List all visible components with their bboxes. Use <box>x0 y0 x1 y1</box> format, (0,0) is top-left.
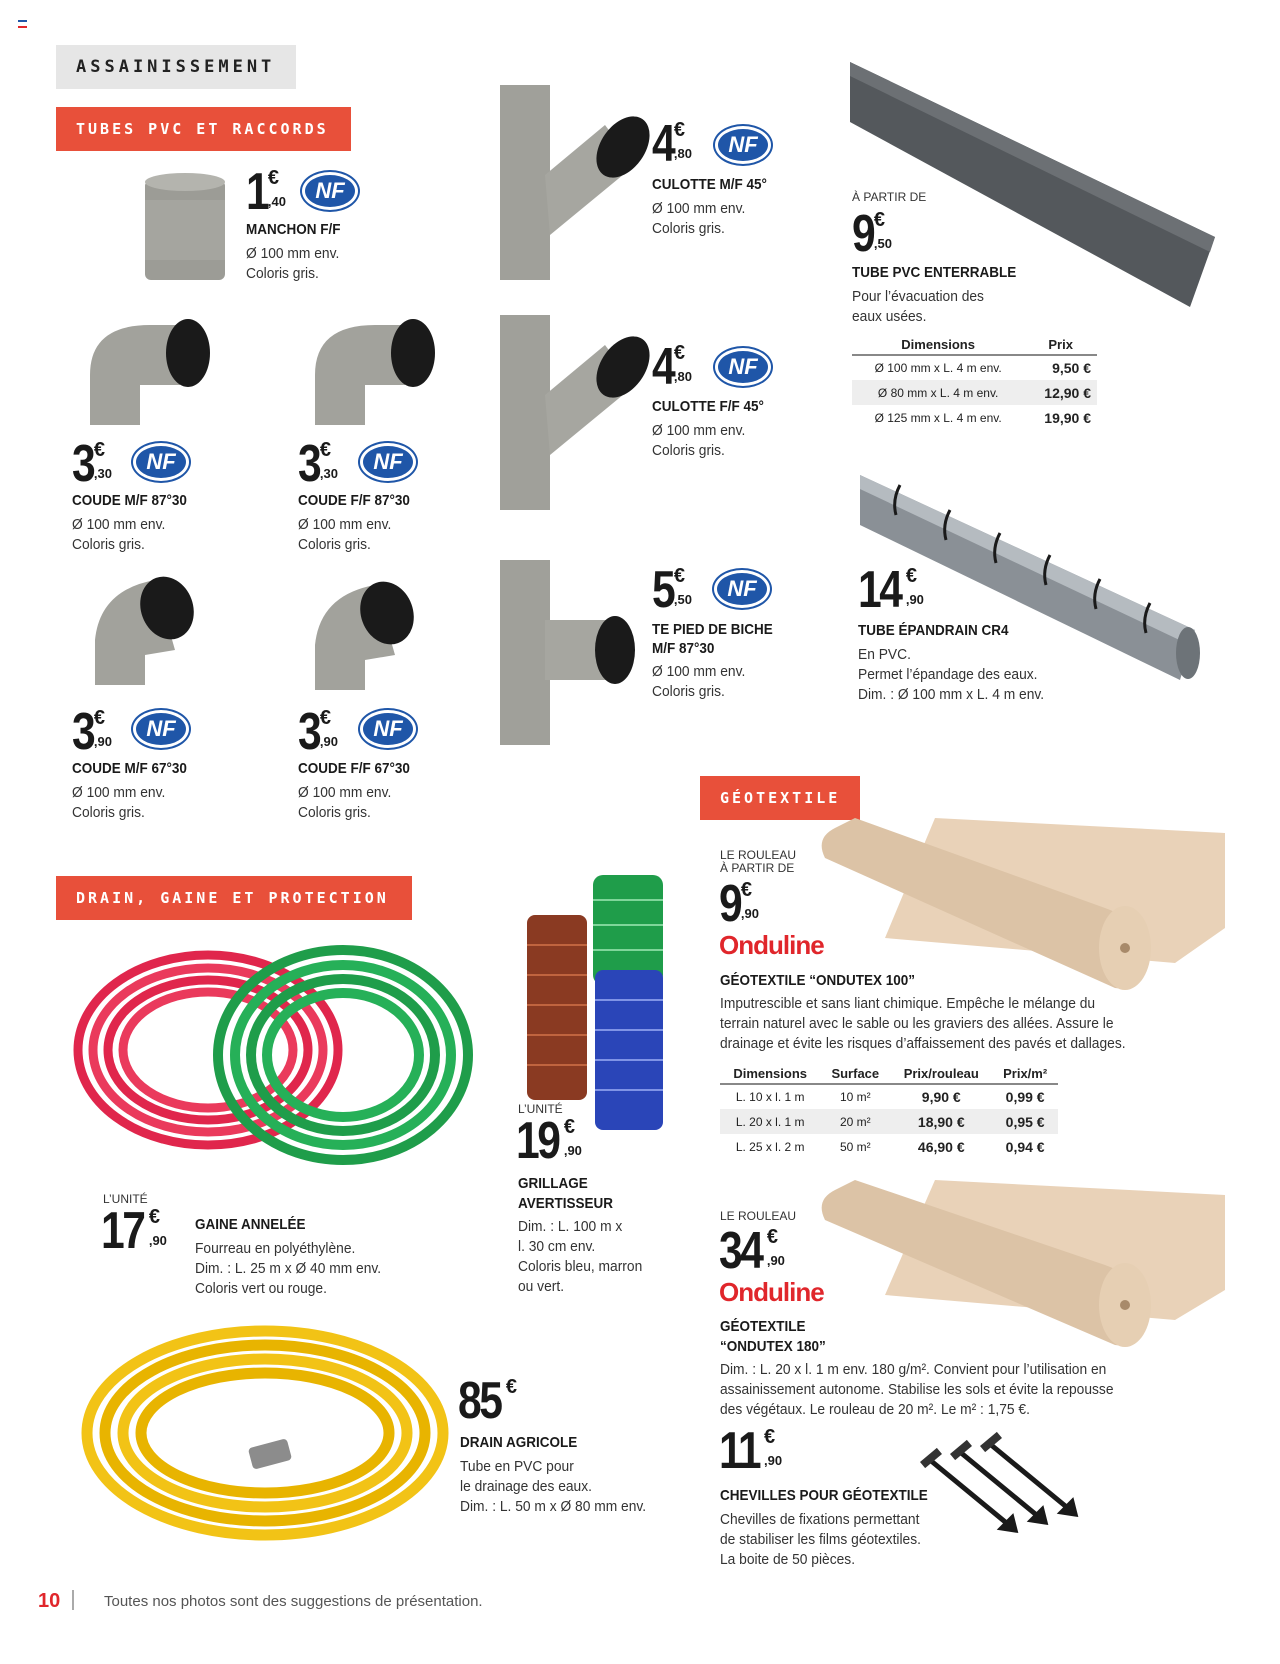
epandrain-desc-3: Dim. : Ø 100 mm x L. 4 m env. <box>858 686 1045 703</box>
table-row: Ø 100 mm x L. 4 m env. 9,50 € <box>874 360 1091 376</box>
gaine-desc-3: Coloris vert ou rouge. <box>195 1280 327 1297</box>
section-title: ASSAINISSEMENT <box>56 45 296 89</box>
grillage-name: GRILLAGE <box>518 1175 588 1192</box>
coude-mf-67-image <box>85 560 205 690</box>
grillage-desc-4: ou vert. <box>518 1278 565 1295</box>
manchon-price: 1 € ,40 <box>246 163 286 221</box>
tube-pvc-price-table <box>852 335 1097 430</box>
culotte-ff-price: 4 € ,80 <box>652 338 692 396</box>
onduline-logo: Onduline <box>719 1277 824 1307</box>
grillage-desc-2: l. 30 cm env. <box>518 1238 596 1255</box>
ondutex180-desc-3: des végétaux. Le rouleau de 20 m². Le m² : 1,75 €. <box>720 1401 1030 1418</box>
te-pied-color: Coloris gris. <box>652 683 725 700</box>
ondutex100-price-table <box>720 1064 1058 1159</box>
gaine-unit: L’UNITÉ <box>103 1192 148 1206</box>
coude-ff-87-name: COUDE F/F 87°30 <box>298 492 410 509</box>
tube-pvc-from: À PARTIR DE <box>852 190 927 204</box>
table-row: Ø 125 mm x L. 4 m env. 19,90 € <box>874 409 1091 426</box>
ondutex100-desc-2: terrain naturel avec le sable ou les graviers des allées. Assure le <box>720 1015 1114 1032</box>
drain-agricole-desc-3: Dim. : L. 50 m x Ø 80 mm env. <box>460 1498 647 1515</box>
chevilles-name: CHEVILLES POUR GÉOTEXTILE <box>720 1487 928 1504</box>
drain-agricole-desc: Tube en PVC pour <box>460 1458 574 1475</box>
coude-mf-87-desc: Ø 100 mm env. <box>72 516 166 533</box>
culotte-ff-name: CULOTTE F/F 45° <box>652 398 764 415</box>
te-pied-desc: Ø 100 mm env. <box>652 663 746 680</box>
manchon-image <box>140 170 230 285</box>
drain-agricole-image <box>80 1318 460 1548</box>
chevilles-desc: Chevilles de fixations permettant <box>720 1511 920 1528</box>
coude-ff-87-desc: Ø 100 mm env. <box>298 516 392 533</box>
culotte-ff-desc: Ø 100 mm env. <box>652 422 746 439</box>
epandrain-name: TUBE ÉPANDRAIN CR4 <box>858 622 1009 639</box>
table-header: Surface <box>820 1064 890 1084</box>
ondutex100-from-2: À PARTIR DE <box>720 861 795 875</box>
ondutex100-desc: Imputrescible et sans liant chimique. Empêche le mélange du <box>720 995 1096 1012</box>
flag-icon <box>18 20 27 27</box>
culotte-mf-image <box>495 85 645 285</box>
table-header: Prix/rouleau <box>890 1064 992 1084</box>
table-row: Ø 80 mm x L. 4 m env. 12,90 € <box>852 380 1097 405</box>
coude-ff-67-price: 3 € ,90 <box>298 703 338 761</box>
onduline-logo: Onduline <box>719 930 824 960</box>
culotte-mf-desc: Ø 100 mm env. <box>652 200 746 217</box>
grillage-desc-3: Coloris bleu, marron <box>518 1258 643 1275</box>
drain-agricole-price: 85 € <box>458 1372 517 1430</box>
grillage-desc: Dim. : L. 100 m x <box>518 1218 623 1235</box>
coude-mf-87-image <box>80 305 220 430</box>
footer-note: Toutes nos photos sont des suggestions de présentation. <box>104 1593 483 1610</box>
te-pied-image <box>495 560 645 750</box>
ondutex180-image <box>815 1180 1235 1350</box>
manchon-desc: Ø 100 mm env. <box>246 245 340 262</box>
grillage-name-2: AVERTISSEUR <box>518 1195 614 1212</box>
coude-ff-67-desc: Ø 100 mm env. <box>298 784 392 801</box>
ondutex100-from: LE ROULEAU <box>720 848 797 862</box>
epandrain-desc: En PVC. <box>858 646 911 663</box>
chevilles-price: 11 € ,90 <box>719 1422 783 1480</box>
tube-pvc-price: 9 € ,50 <box>852 205 892 263</box>
coude-ff-87-price: 3 € ,30 <box>298 435 338 493</box>
coude-ff-67-image <box>305 565 425 695</box>
culotte-mf-color: Coloris gris. <box>652 220 725 237</box>
gaine-desc: Fourreau en polyéthylène. <box>195 1240 356 1257</box>
gaine-name: GAINE ANNELÉE <box>195 1216 306 1233</box>
table-header: Prix <box>1024 335 1097 355</box>
gaine-desc-2: Dim. : L. 25 m x Ø 40 mm env. <box>195 1260 382 1277</box>
table-header: Dimensions <box>720 1064 820 1084</box>
culotte-mf-name: CULOTTE M/F 45° <box>652 176 767 193</box>
ondutex180-price: 34 € ,90 <box>719 1222 785 1280</box>
chevilles-desc-2: de stabiliser les films géotextiles. <box>720 1531 921 1548</box>
nf-badge: NF <box>360 710 416 748</box>
coude-mf-87-name: COUDE M/F 87°30 <box>72 492 187 509</box>
footer-divider <box>72 1590 74 1610</box>
coude-ff-87-color: Coloris gris. <box>298 536 371 553</box>
nf-badge: NF <box>715 126 771 164</box>
table-row: L. 10 x l. 1 m 10 m² 9,90 € 0,99 € <box>735 1089 1045 1105</box>
nf-badge: NF <box>714 570 770 608</box>
nf-badge: NF <box>715 348 771 386</box>
table-header: Prix/m² <box>992 1064 1058 1084</box>
chevilles-image <box>920 1440 1080 1550</box>
ondutex180-name: GÉOTEXTILE <box>720 1318 806 1335</box>
ondutex180-name-2: “ONDUTEX 180” <box>720 1338 826 1355</box>
drain-agricole-name: DRAIN AGRICOLE <box>460 1434 578 1451</box>
coude-ff-67-color: Coloris gris. <box>298 804 371 821</box>
epandrain-desc-2: Permet l’épandage des eaux. <box>858 666 1038 683</box>
culotte-mf-price: 4 € ,80 <box>652 115 692 173</box>
coude-mf-87-color: Coloris gris. <box>72 536 145 553</box>
gaine-image <box>58 930 478 1190</box>
ondutex180-from: LE ROULEAU <box>720 1209 797 1223</box>
coude-mf-67-name: COUDE M/F 67°30 <box>72 760 187 777</box>
nf-badge: NF <box>302 172 358 210</box>
table-row: L. 20 x l. 1 m 20 m² 18,90 € 0,95 € <box>720 1109 1058 1134</box>
nf-badge: NF <box>133 443 189 481</box>
grillage-unit: L’UNITÉ <box>518 1102 563 1116</box>
tube-pvc-name: TUBE PVC ENTERRABLE <box>852 264 1017 281</box>
drain-heading: DRAIN, GAINE ET PROTECTION <box>56 876 412 920</box>
ondutex100-desc-3: drainage et évite les risques d’affaissement des pavés et dallages. <box>720 1035 1126 1052</box>
ondutex100-name: GÉOTEXTILE “ONDUTEX 100” <box>720 972 916 989</box>
te-pied-name-2: M/F 87°30 <box>652 640 715 657</box>
ondutex180-desc: Dim. : L. 20 x l. 1 m env. 180 g/m². Convient pour l’utilisation en <box>720 1361 1107 1378</box>
nf-badge: NF <box>133 710 189 748</box>
page-number: 10 <box>38 1590 61 1612</box>
grillage-price: 19 € ,90 <box>516 1112 582 1170</box>
table-header: Dimensions <box>852 335 1024 355</box>
ondutex180-desc-2: assainissement autonome. Stabilise les sols et évite la repousse <box>720 1381 1114 1398</box>
table-row: L. 25 x l. 2 m 50 m² 46,90 € 0,94 € <box>735 1138 1045 1155</box>
tube-pvc-desc-2: eaux usées. <box>852 308 927 325</box>
coude-mf-87-price: 3 € ,30 <box>72 435 112 493</box>
coude-mf-67-price: 3 € ,90 <box>72 703 112 761</box>
coude-ff-87-image <box>305 305 445 430</box>
culotte-ff-image <box>495 315 645 515</box>
ondutex100-price: 9 € ,90 <box>719 875 759 933</box>
tube-pvc-desc: Pour l’évacuation des <box>852 288 984 305</box>
nf-badge: NF <box>360 443 416 481</box>
manchon-name: MANCHON F/F <box>246 221 341 238</box>
coude-mf-67-color: Coloris gris. <box>72 804 145 821</box>
epandrain-price: 14 € ,90 <box>858 561 924 619</box>
chevilles-desc-3: La boite de 50 pièces. <box>720 1551 856 1568</box>
ondutex100-image <box>815 818 1235 993</box>
tubes-heading: TUBES PVC ET RACCORDS <box>56 107 351 151</box>
geotextile-heading: GÉOTEXTILE <box>700 776 860 820</box>
te-pied-name: TE PIED DE BICHE <box>652 621 773 638</box>
manchon-color: Coloris gris. <box>246 265 319 282</box>
te-pied-price: 5 € ,50 <box>652 561 692 619</box>
coude-mf-67-desc: Ø 100 mm env. <box>72 784 166 801</box>
culotte-ff-color: Coloris gris. <box>652 442 725 459</box>
grillage-image <box>525 875 670 1135</box>
drain-agricole-desc-2: le drainage des eaux. <box>460 1478 592 1495</box>
coude-ff-67-name: COUDE F/F 67°30 <box>298 760 410 777</box>
gaine-price: 17 € ,90 <box>101 1202 167 1260</box>
